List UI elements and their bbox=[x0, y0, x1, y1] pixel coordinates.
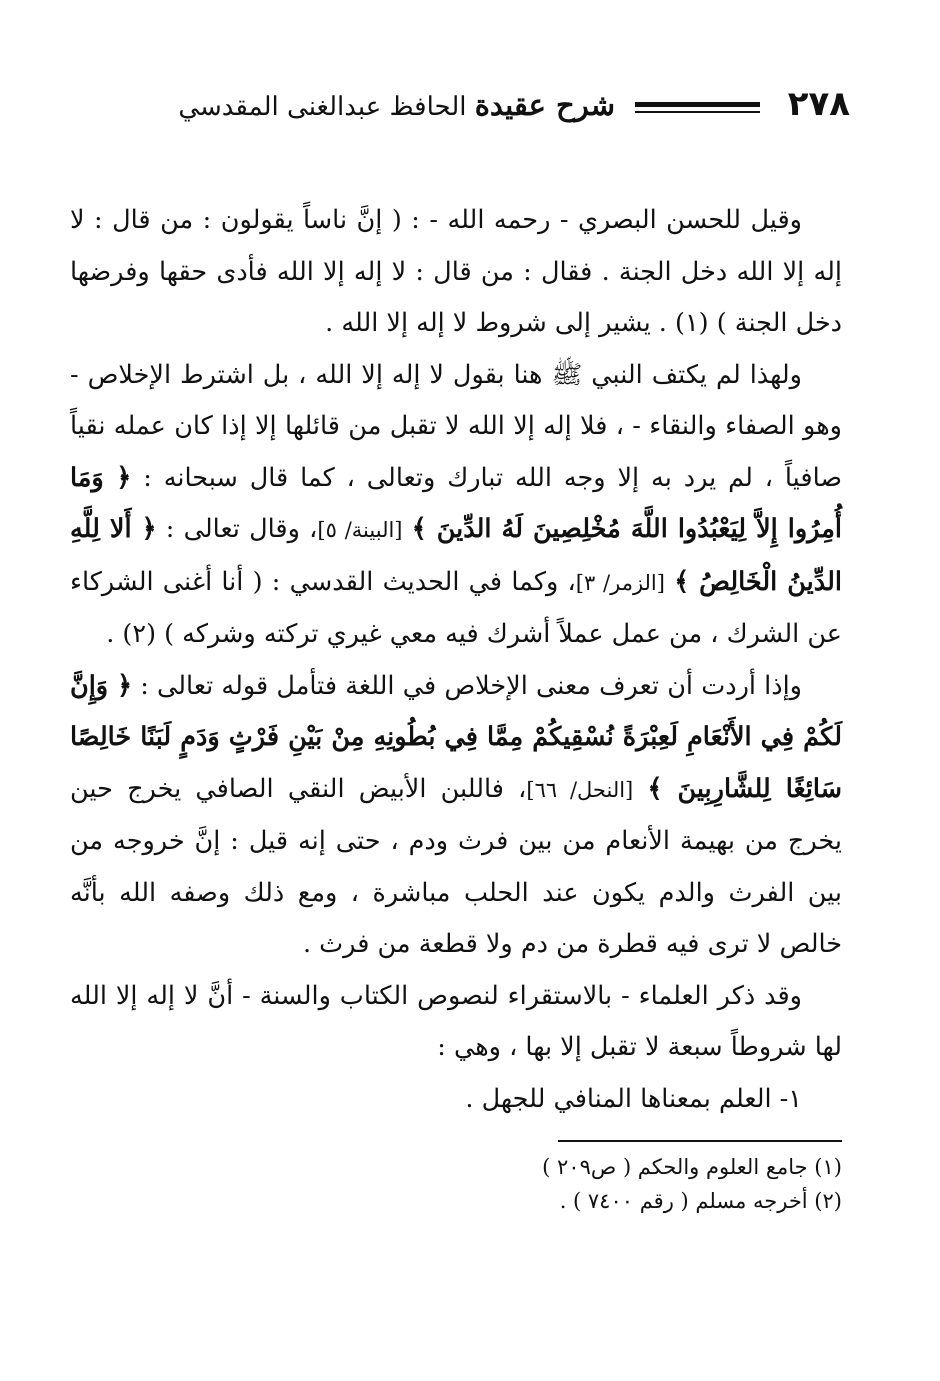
paragraph-2-text-c: ، وكما في الحديث القدسي : ( أنا أغنى الشركاء عن الشرك ، من عمل عملاً أشرك فيه معي غيري تركته وشركه ) (٢) . bbox=[70, 566, 842, 649]
page-header bbox=[40, 82, 850, 132]
paragraph-3-text-a: وإذا أردت أن تعرف معنى الإخلاص في اللغة فتأمل قوله تعالى : bbox=[140, 670, 803, 701]
paragraph-4: وقد ذكر العلماء - بالاستقراء لنصوص الكتاب والسنة - أنَّ لا إله إلا الله لها شروطاً سبعة لا تقبل إلا بها ، وهي : bbox=[70, 980, 842, 1062]
paragraph-3-text-b: ، فاللبن الأبيض النقي الصافي يخرج حين يخرج من بهيمة الأنعام من بين فرث ودم ، حتى إنه قيل : إنَّ خروجه من بين الفرث والدم يكون عند الحلب مباشرة ، ومع ذلك وصفه الله بأنَّه خالص لا ترى فيه قطرة من دم ولا قطعة من فرث . bbox=[70, 773, 842, 959]
paragraph-1: وقيل للحسن البصري - رحمه الله - : ( إنَّ ناساً يقولون : من قال : لا إله إلا الله دخل الجنة . فقال : من قال : لا إله إلا الله فأدى حقها وفرضها دخل الجنة ) (١) . يشير إلى شروط لا إله إلا الله . bbox=[70, 205, 842, 338]
book-title-bold: شرح عقيدة bbox=[474, 88, 615, 122]
header-rule bbox=[635, 102, 760, 107]
footnotes bbox=[300, 1150, 842, 1218]
book-title bbox=[178, 88, 615, 122]
condition-item-1: ١- العلم بمعناها المنافي للجهل . bbox=[465, 1083, 802, 1114]
paragraph-2 bbox=[70, 350, 842, 661]
main-text bbox=[70, 195, 842, 1125]
verse-reference-nahl: [النحل/ ٦٦] bbox=[526, 777, 634, 802]
book-title-rest: الحافظ عبدالغنى المقدسي bbox=[178, 92, 467, 122]
verse-reference-bayyinah: [البينة/ ٥] bbox=[317, 518, 403, 542]
footnote-1: (١) جامع العلوم والحكم ( ص٢٠٩ ) bbox=[542, 1155, 842, 1179]
footnote-separator bbox=[558, 1140, 842, 1142]
page-number: ٢٧٨ bbox=[787, 84, 850, 124]
verse-reference-zumar: [الزمر/ ٣] bbox=[575, 570, 665, 595]
paragraph-3 bbox=[70, 661, 842, 971]
paragraph-2-text-a: ولهذا لم يكتف النبي ﷺ هنا بقول لا إله إلا الله ، بل اشترط الإخلاص - وهو الصفاء والنقاء - ، فلا إله إلا الله لا تقبل من قائلها إلا إذا كان عمله نقياً صافياً ، لم يرد به إلا وجه الله تبارك وتعالى ، كما قال سبحانه : bbox=[70, 359, 842, 493]
paragraph-2-text-b: ، وقال تعالى : bbox=[165, 514, 318, 544]
quran-verse-zumar: ﴿ أَلا لِلَّهِ الدِّينُ الْخَالِصُ ﴾ bbox=[70, 514, 842, 597]
quran-verse-bayyinah: ﴿ وَمَا أُمِرُوا إِلاَّ لِيَعْبُدُوا اللَّهَ مُخْلِصِينَ لَهُ الدِّينَ ﴾ bbox=[70, 462, 842, 544]
quran-verse-nahl: ﴿ وَإِنَّ لَكُمْ فِي الأَنْعَامِ لَعِبْرَةً نُسْقِيكُمْ مِمَّا فِي بُطُونِهِ مِنْ بَيْنِ فَرْثٍ وَدَمٍ لَبَنًا خَالِصًا سَائِغًا لِلشَّارِبِينَ ﴾ bbox=[70, 670, 842, 804]
footnote-2: (٢) أخرجه مسلم ( رقم ٧٤٠٠ ) . bbox=[559, 1189, 842, 1213]
